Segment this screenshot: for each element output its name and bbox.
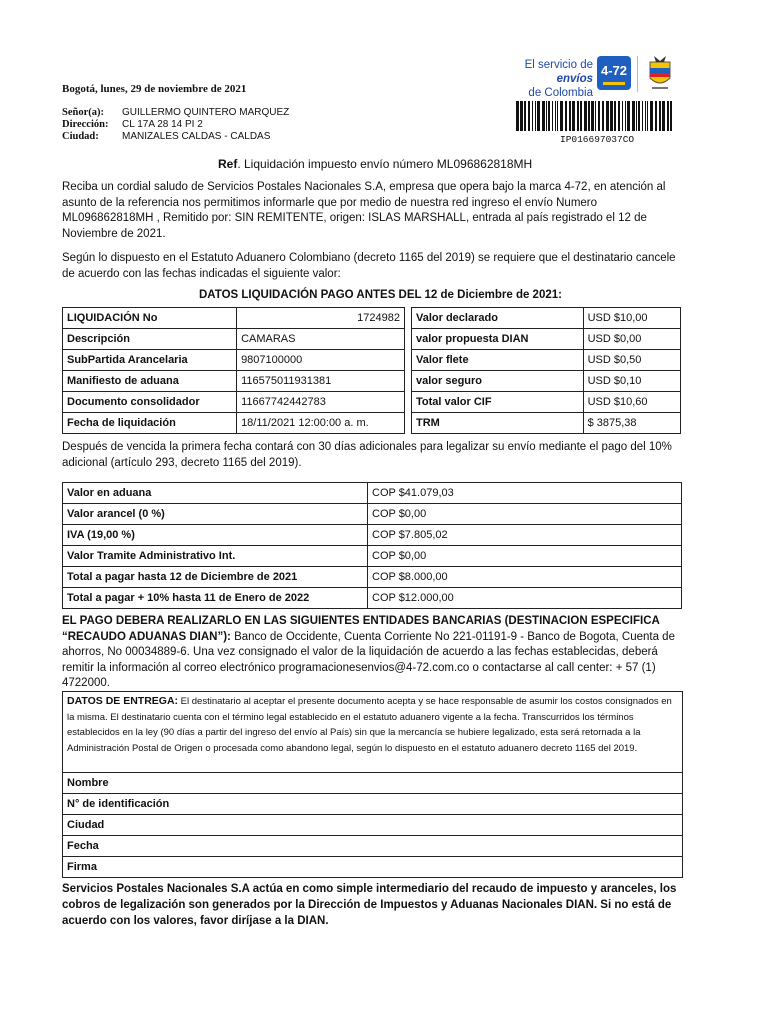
table-value: USD $0,50 <box>583 350 680 371</box>
table-key: Valor flete <box>412 350 584 371</box>
field-firma: Firma <box>63 856 682 877</box>
table-key: Valor en aduana <box>63 483 368 504</box>
recipient-name: GUILLERMO QUINTERO MARQUEZ <box>122 107 290 118</box>
datos-liquidacion-title: DATOS LIQUIDACIÓN PAGO ANTES DEL 12 de Diciembre de 2021: <box>199 289 562 301</box>
table-value: $ 3875,38 <box>583 413 680 434</box>
table-key: Valor declarado <box>412 308 584 329</box>
recipient-address-row <box>62 119 289 131</box>
brand-line2: de Colombia <box>528 87 593 99</box>
recipient-block <box>62 107 289 143</box>
document-date: Bogotá, lunes, 29 de noviembre de 2021 <box>62 83 247 95</box>
delivery-box <box>62 691 683 878</box>
table-value: USD $10,60 <box>583 392 680 413</box>
table-key: Manifiesto de aduana <box>63 371 237 392</box>
delivery-terms <box>63 692 682 772</box>
city-label: Ciudad: <box>62 131 99 142</box>
table-value: COP $41.079,03 <box>368 483 682 504</box>
table-value: COP $0,00 <box>368 504 682 525</box>
table-value: COP $7.805,02 <box>368 525 682 546</box>
table-row <box>63 504 682 525</box>
recipient-city-row <box>62 131 289 143</box>
table-row <box>412 329 681 350</box>
recipient-name-row <box>62 107 289 119</box>
table-value: COP $8.000,00 <box>368 567 682 588</box>
reference-line <box>218 157 532 171</box>
field-nombre: Nombre <box>63 772 682 793</box>
colombia-crest-icon <box>646 52 674 92</box>
table-value: COP $12.000,00 <box>368 588 682 609</box>
delivery-title: DATOS DE ENTREGA: <box>67 695 179 707</box>
table-key: Fecha de liquidación <box>63 413 237 434</box>
table-row <box>63 371 405 392</box>
table-row <box>63 350 405 371</box>
table-row <box>63 413 405 434</box>
table-value: USD $0,10 <box>583 371 680 392</box>
table-key: valor propuesta DIAN <box>412 329 584 350</box>
table-key: Documento consolidador <box>63 392 237 413</box>
table-row <box>412 308 681 329</box>
table-row <box>63 588 682 609</box>
table-row <box>412 350 681 371</box>
recipient-address: CL 17A 28 14 PI 2 <box>122 119 203 130</box>
logo-472-icon <box>597 56 631 90</box>
table-value: 9807100000 <box>237 350 405 371</box>
table-row <box>412 371 681 392</box>
table-row <box>63 567 682 588</box>
recipient-label: Señor(a): <box>62 107 104 118</box>
intro-paragraph: Reciba un cordial saludo de Servicios Postales Nacionales S.A, empresa que opera bajo la marca 4-72, en atención al asunto de la referencia nos permitimos informarle que por medio de nuestra red ingreso el envío Numero ML096862818MH , Remitido por: SIN REMITENTE, origen: ISLAS MARSHALL, entrada al país registrado el 12 de Noviembre de 2021. <box>62 181 666 240</box>
table-value: 1724982 <box>237 308 405 329</box>
address-label: Dirección: <box>62 119 109 130</box>
table-key: Total a pagar hasta 12 de Diciembre de 2021 <box>63 567 368 588</box>
table-key: Total a pagar + 10% hasta 11 de Enero de 2022 <box>63 588 368 609</box>
table-value: USD $10,00 <box>583 308 680 329</box>
table-key: IVA (19,00 %) <box>63 525 368 546</box>
logo-text: 4-72 <box>600 63 628 78</box>
table-row <box>63 329 405 350</box>
payment-heading: EL PAGO DEBERA REALIZARLO EN LAS SIGUIENTES ENTIDADES BANCARIAS (DESTINACION ESPECIFICA “RECAUDO ADUANAS DIAN”): <box>62 615 660 643</box>
ref-label: Ref <box>218 157 238 171</box>
table-value: 11667742442783 <box>237 392 405 413</box>
ref-text: . Liquidación impuesto envío número ML096862818MH <box>237 157 533 171</box>
brand-tagline <box>498 58 593 100</box>
recipient-city: MANIZALES CALDAS - CALDAS <box>122 131 271 142</box>
table-row <box>412 413 681 434</box>
field-fecha: Fecha <box>63 835 682 856</box>
payment-details: Banco de Occidente, Cuenta Corriente No 221-01191-9 - Banco de Bogota, Cuenta de ahorros, No 00034889-6. Una vez consignado el valor de la liquidación de acuerdo a las fechas establecidas, deberá remitir la información al correo electrónico programacionesenvios@4-72.com.co o contactarse al call center: + 57 (1) 4722000. <box>62 630 675 689</box>
table-key: LIQUIDACIÓN No <box>63 308 237 329</box>
extension-paragraph: Después de vencida la primera fecha contará con 30 días adicionales para legalizar su envío mediante el pago del 10% adicional (artículo 293, decreto 1165 del 2019). <box>62 441 672 469</box>
table-key: SubPartida Arancelaria <box>63 350 237 371</box>
payment-instructions <box>62 614 682 692</box>
table-key: valor seguro <box>412 371 584 392</box>
table-value: CAMARAS <box>237 329 405 350</box>
table-value: 116575011931381 <box>237 371 405 392</box>
table-key: Total valor CIF <box>412 392 584 413</box>
field-ciudad: Ciudad <box>63 814 682 835</box>
table-row <box>63 392 405 413</box>
barcode-number: IP016697037CO <box>560 134 635 145</box>
table-value: USD $0,00 <box>583 329 680 350</box>
statute-paragraph: Según lo dispuesto en el Estatuto Aduanero Colombiano (decreto 1165 del 2019) se requiere que el destinatario cancele de acuerdo con las fechas indicadas el siguiente valor: <box>62 252 676 280</box>
valores-table <box>411 307 681 434</box>
table-row <box>63 308 405 329</box>
table-value: 18/11/2021 12:00:00 a. m. <box>237 413 405 434</box>
table-row <box>63 525 682 546</box>
table-key: TRM <box>412 413 584 434</box>
totales-table <box>62 482 682 609</box>
brand-line1: El servicio de <box>524 59 593 71</box>
brand-emph: envíos <box>556 73 593 85</box>
table-row <box>63 546 682 567</box>
logo-divider <box>637 56 638 92</box>
barcode-icon <box>516 101 674 131</box>
liquidacion-table <box>62 307 405 434</box>
table-value: COP $0,00 <box>368 546 682 567</box>
table-key: Valor Tramite Administrativo Int. <box>63 546 368 567</box>
disclaimer-paragraph: Servicios Postales Nacionales S.A actúa en como simple intermediario del recaudo de impuesto y aranceles, los cobros de legalización son generados por la Dirección de Impuestos y Aduanas Nacionales DIAN. Si no está de acuerdo con los valores, favor diríjase a la DIAN. <box>62 883 677 927</box>
delivery-text: El destinatario al aceptar el presente documento acepta y se hace responsable de asumir los costos consignados en la misma. El destinatario cuenta con el término legal establecido en el estatuto aduanero vigente a la fecha. Transcurridos los términos establecidos en la ley (90 días a partir del ingreso del envío al País) sin que la mercancía se hubiere legalizado, esta será retornada a la Administración Postal de Origen o procesada como abandono legal, según lo dispuesto en el estatuto aduanero decreto 1165 del 2019. <box>67 696 672 754</box>
table-row <box>412 392 681 413</box>
table-row <box>63 483 682 504</box>
table-key: Valor arancel (0 %) <box>63 504 368 525</box>
table-key: Descripción <box>63 329 237 350</box>
field-identificacion: N° de identificación <box>63 793 682 814</box>
